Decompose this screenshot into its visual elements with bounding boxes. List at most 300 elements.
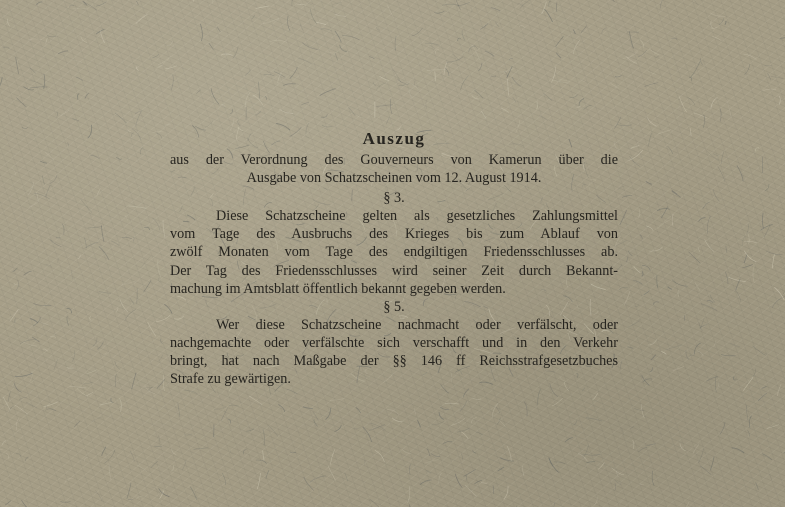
paper-fiber: [47, 409, 57, 411]
paper-fiber: [369, 57, 374, 59]
paper-fiber: [457, 38, 461, 41]
paper-fiber: [103, 353, 107, 355]
paper-fiber: [99, 292, 111, 294]
paper-fiber: [24, 271, 32, 275]
paper-fiber: [737, 166, 743, 182]
paper-fiber: [713, 340, 716, 347]
paper-fiber: [574, 421, 577, 425]
paper-fiber: [481, 483, 487, 484]
paper-fiber: [455, 474, 462, 488]
paper-fiber: [136, 67, 138, 71]
paper-fiber: [412, 28, 423, 36]
paper-fiber: [263, 18, 279, 23]
paper-fiber: [233, 47, 239, 59]
paper-fiber: [17, 98, 27, 107]
paper-fiber: [115, 113, 127, 123]
paper-fiber: [41, 323, 49, 326]
paper-fiber: [725, 21, 726, 25]
paper-fiber: [618, 186, 624, 190]
paper-fiber: [56, 237, 60, 238]
paper-fiber: [265, 96, 267, 100]
paper-fiber: [408, 486, 410, 503]
paper-fiber: [310, 476, 326, 483]
paper-fiber: [627, 347, 633, 349]
paper-fiber: [461, 76, 469, 90]
paper-fiber: [720, 422, 725, 434]
paper-fiber: [49, 175, 56, 184]
paper-fiber: [712, 36, 721, 40]
paper-fiber: [727, 100, 732, 116]
paper-fiber: [61, 110, 70, 115]
paper-fiber: [3, 47, 10, 49]
paper-fiber: [302, 43, 317, 50]
paper-fiber: [644, 291, 650, 295]
paper-fiber: [471, 417, 477, 423]
paper-fiber: [140, 148, 143, 155]
paper-fiber: [500, 458, 514, 462]
paper-fiber: [159, 355, 163, 361]
paper-fiber: [417, 420, 420, 427]
paper-fiber: [30, 68, 36, 74]
section-3-line: Diese Schatzscheine gelten als gesetzliches Zahlungsmittel: [216, 208, 618, 225]
paper-fiber: [370, 499, 383, 507]
paper-fiber: [159, 488, 170, 496]
paper-fiber: [243, 450, 246, 455]
paper-fiber: [582, 388, 584, 391]
paper-fiber: [369, 423, 385, 430]
paper-fiber: [328, 466, 336, 481]
paper-fiber: [68, 143, 69, 147]
paper-fiber: [474, 90, 483, 98]
paper-fiber: [264, 74, 275, 76]
paper-fiber: [694, 0, 698, 5]
paper-fiber: [553, 502, 556, 507]
paper-fiber: [182, 459, 186, 470]
paper-fiber: [726, 246, 727, 253]
paper-fiber: [194, 448, 208, 450]
paper-fiber: [452, 498, 455, 503]
paper-fiber: [461, 432, 468, 439]
paper-fiber: [576, 106, 580, 107]
paper-fiber: [762, 213, 763, 229]
section-5-line: Wer diese Schatzscheine nachmacht oder verfälscht, oder: [216, 316, 618, 333]
paper-fiber: [222, 473, 225, 485]
paper-fiber: [573, 40, 580, 54]
paper-fiber: [335, 31, 341, 43]
paper-fiber: [505, 71, 508, 77]
paper-fiber: [652, 471, 654, 486]
paper-fiber: [101, 30, 105, 43]
section-3-line: Der Tag des Friedensschlusses wird seiner Zeit durch Bekannt-: [170, 262, 618, 279]
paper-fiber: [713, 190, 719, 202]
paper-fiber: [442, 4, 459, 5]
paper-fiber: [763, 89, 776, 90]
paper-fiber: [698, 248, 700, 252]
paper-fiber: [631, 145, 640, 148]
paper-fiber: [29, 80, 44, 87]
paper-fiber: [679, 96, 686, 112]
paper-fiber: [678, 290, 680, 297]
paper-fiber: [392, 418, 402, 422]
paper-fiber: [545, 9, 553, 22]
paper-fiber: [85, 242, 99, 248]
paper-fiber: [691, 61, 700, 77]
paper-fiber: [769, 474, 772, 481]
paper-fiber: [617, 125, 632, 126]
paper-fiber: [630, 426, 634, 428]
paper-fiber: [672, 38, 678, 40]
paper-fiber: [493, 485, 494, 494]
paper-fiber: [263, 451, 265, 461]
paper-fiber: [556, 36, 564, 46]
paper-fiber: [499, 420, 508, 429]
paper-fiber: [314, 419, 318, 426]
paper-fiber: [34, 193, 50, 199]
paper-fiber: [643, 379, 652, 382]
paper-fiber: [156, 315, 170, 322]
paper-fiber: [485, 51, 494, 57]
paper-fiber: [84, 457, 88, 462]
paper-fiber: [660, 0, 667, 8]
paper-fiber: [238, 120, 240, 126]
paper-fiber: [184, 434, 192, 435]
paper-fiber: [16, 418, 19, 430]
paper-fiber: [420, 480, 432, 485]
paper-fiber: [12, 381, 16, 387]
paper-fiber: [60, 501, 70, 502]
paper-fiber: [30, 371, 33, 382]
paper-fiber: [620, 500, 624, 504]
paper-fiber: [50, 239, 62, 246]
paper-fiber: [46, 264, 52, 266]
paper-fiber: [111, 241, 119, 246]
paper-fiber: [43, 349, 48, 351]
paper-fiber: [158, 260, 161, 278]
paper-fiber: [11, 168, 15, 176]
paper-fiber: [84, 238, 86, 249]
paper-fiber: [729, 277, 746, 282]
paper-fiber: [54, 359, 58, 370]
paper-fiber: [172, 449, 176, 455]
paper-fiber: [768, 73, 771, 80]
paper-fiber: [633, 280, 642, 284]
paper-fiber: [473, 450, 476, 453]
paper-fiber: [598, 463, 604, 470]
paper-fiber: [163, 375, 164, 391]
paper-fiber: [298, 58, 313, 64]
paper-fiber: [615, 480, 621, 485]
paper-fiber: [586, 462, 595, 463]
paper-fiber: [710, 13, 725, 17]
paper-fiber: [646, 181, 652, 184]
paper-fiber: [145, 386, 155, 394]
paper-fiber: [730, 343, 740, 347]
paper-fiber: [148, 322, 156, 336]
paper-fiber: [26, 402, 37, 408]
paper-fiber: [158, 56, 171, 64]
paper-fiber: [10, 406, 14, 411]
paper-fiber: [686, 502, 689, 507]
paper-fiber: [735, 290, 741, 302]
paper-fiber: [457, 428, 470, 432]
paper-fiber: [132, 133, 134, 137]
paper-fiber: [321, 114, 327, 117]
paper-fiber: [178, 403, 180, 417]
paper-fiber: [439, 473, 442, 483]
paper-fiber: [742, 236, 745, 245]
subtitle-line: Ausgabe von Schatzscheinen vom 12. August 1914.: [246, 170, 542, 187]
paper-fiber: [656, 56, 660, 58]
paper-fiber: [762, 157, 763, 173]
paper-fiber: [45, 152, 53, 160]
paper-fiber: [496, 22, 499, 27]
paper-fiber: [197, 90, 202, 94]
paper-fiber: [624, 291, 630, 306]
paper-fiber: [657, 209, 670, 211]
paper-fiber: [629, 150, 643, 161]
paper-fiber: [120, 399, 122, 413]
paper-fiber: [650, 367, 653, 371]
paper-fiber: [122, 237, 132, 239]
paper-fiber: [648, 339, 657, 345]
paper-fiber: [622, 196, 632, 198]
paper-fiber: [736, 279, 740, 290]
paper-fiber: [15, 318, 17, 323]
paper-fiber: [625, 56, 637, 64]
paper-fiber: [320, 29, 332, 31]
paper-fiber: [648, 133, 651, 146]
paper-fiber: [326, 408, 331, 420]
paper-fiber: [300, 24, 303, 31]
section-5-line: bringt, hat nach Maßgabe der §§ 146 ff Reichsstrafgesetzbuches: [170, 353, 618, 370]
paper-fiber: [604, 0, 614, 2]
paper-fiber: [628, 320, 641, 328]
paper-fiber: [249, 396, 262, 404]
paper-fiber: [780, 35, 785, 39]
paper-fiber: [721, 152, 724, 164]
paper-fiber: [104, 450, 115, 464]
paper-fiber: [638, 50, 647, 57]
paper-fiber: [356, 408, 361, 413]
paper-fiber: [292, 0, 293, 6]
paper-fiber: [465, 485, 477, 497]
paper-fiber: [33, 304, 51, 306]
paper-fiber: [19, 398, 27, 400]
paper-fiber: [471, 8, 473, 13]
paper-fiber: [40, 161, 47, 163]
paper-fiber: [375, 450, 385, 462]
paper-fiber: [93, 337, 97, 346]
paper-fiber: [122, 281, 136, 285]
paper-fiber: [144, 280, 151, 292]
paper-fiber: [364, 460, 365, 465]
paper-fiber: [556, 2, 557, 12]
excerpt-title: Auszug: [362, 129, 426, 148]
paper-fiber: [15, 405, 28, 414]
paper-fiber: [363, 427, 372, 442]
paper-fiber: [144, 227, 149, 230]
paper-fiber: [460, 401, 467, 412]
paper-fiber: [639, 447, 648, 451]
paper-fiber: [742, 264, 752, 268]
paper-fiber: [161, 339, 163, 344]
section-3-line: zwölf Monaten vom Tage des endgiltigen Friedensschlusses ab.: [170, 244, 618, 261]
paper-fiber: [665, 345, 682, 350]
paper-fiber: [747, 431, 749, 437]
paper-fiber: [579, 99, 584, 106]
paper-fiber: [694, 343, 700, 354]
paper-fiber: [87, 370, 97, 374]
paper-fiber: [557, 53, 561, 58]
paper-fiber: [46, 38, 48, 43]
paper-fiber: [701, 304, 717, 311]
paper-fiber: [710, 456, 714, 470]
paper-fiber: [745, 64, 750, 75]
paper-fiber: [200, 24, 202, 41]
paper-fiber: [211, 88, 219, 104]
paper-fiber: [466, 475, 467, 481]
paper-fiber: [425, 43, 440, 45]
paper-fiber: [616, 471, 618, 477]
paper-fiber: [246, 429, 253, 431]
paper-fiber: [356, 114, 364, 117]
paper-fiber: [354, 428, 361, 430]
paper-fiber: [245, 70, 250, 76]
paper-fiber: [335, 53, 338, 61]
paper-fiber: [303, 407, 313, 409]
paper-fiber: [136, 1, 138, 5]
paper-fiber: [256, 6, 270, 9]
paper-fiber: [128, 499, 133, 500]
paper-fiber: [491, 8, 501, 12]
paper-fiber: [611, 84, 619, 89]
paper-fiber: [476, 432, 483, 435]
paper-fiber: [100, 402, 113, 405]
paper-fiber: [711, 20, 714, 28]
paper-fiber: [290, 452, 296, 453]
paper-fiber: [16, 453, 21, 457]
paper-fiber: [28, 39, 42, 41]
paper-fiber: [133, 238, 134, 242]
paper-fiber: [349, 108, 356, 116]
paper-fiber: [24, 87, 34, 90]
paper-fiber: [340, 45, 347, 52]
paper-fiber: [29, 202, 37, 207]
paper-fiber: [409, 464, 410, 475]
paper-fiber: [686, 350, 689, 359]
paper-fiber: [443, 441, 453, 443]
paper-fiber: [755, 148, 759, 151]
paper-fiber: [267, 71, 272, 74]
paper-fiber: [74, 421, 80, 427]
paper-fiber: [464, 469, 476, 476]
paper-fiber: [646, 69, 656, 74]
paper-fiber: [141, 256, 151, 268]
paper-fiber: [629, 251, 633, 256]
paper-fiber: [507, 446, 511, 461]
paper-fiber: [491, 76, 496, 77]
paper-fiber: [92, 417, 102, 422]
paper-fiber: [773, 254, 775, 268]
paper-fiber: [184, 391, 197, 395]
paper-fiber: [328, 52, 335, 53]
paper-fiber: [342, 36, 359, 40]
paper-fiber: [97, 342, 103, 350]
paper-fiber: [74, 60, 82, 62]
paper-fiber: [536, 101, 537, 109]
paper-fiber: [539, 115, 547, 121]
paper-fiber: [58, 51, 68, 54]
paper-fiber: [509, 59, 513, 61]
paper-fiber: [398, 79, 406, 84]
paper-fiber: [37, 2, 43, 5]
paper-fiber: [439, 412, 444, 420]
paper-fiber: [552, 398, 563, 406]
paper-fiber: [156, 66, 163, 69]
paper-fiber: [116, 157, 121, 159]
paper-fiber: [22, 127, 28, 129]
paper-fiber: [127, 129, 131, 132]
paper-fiber: [392, 68, 402, 83]
paper-fiber: [132, 128, 142, 140]
paper-fiber: [304, 477, 314, 490]
paper-fiber: [542, 2, 547, 14]
paper-fiber: [630, 156, 641, 167]
paper-fiber: [8, 392, 10, 402]
paper-fiber: [331, 449, 335, 464]
paper-fiber: [263, 430, 265, 446]
paper-fiber: [208, 0, 213, 4]
paper-fiber: [583, 105, 591, 110]
paper-fiber: [512, 77, 521, 86]
paper-fiber: [23, 342, 37, 346]
paper-fiber: [377, 27, 380, 30]
paper-fiber: [137, 288, 138, 304]
paper-fiber: [485, 25, 486, 30]
paper-fiber: [638, 209, 640, 218]
paper-fiber: [619, 287, 628, 289]
paper-fiber: [46, 185, 51, 198]
paper-fiber: [661, 351, 666, 354]
paper-fiber: [649, 49, 660, 56]
paper-fiber: [10, 309, 19, 321]
paper-fiber: [218, 27, 221, 32]
section-3-line: machung im Amtsblatt öffentlich bekannt gegeben werden.: [170, 280, 506, 297]
paper-fiber: [129, 206, 147, 208]
paper-fiber: [698, 449, 703, 463]
paper-fiber: [478, 63, 482, 71]
paper-fiber: [30, 319, 38, 324]
paper-fiber: [707, 216, 710, 234]
paper-fiber: [153, 132, 164, 133]
paper-fiber: [440, 407, 449, 410]
subtitle-line: aus der Verordnung des Gouverneurs von Kamerun über die: [170, 152, 618, 168]
paper-fiber: [427, 70, 444, 71]
paper-fiber: [125, 215, 128, 221]
paper-fiber: [390, 99, 392, 114]
paper-fiber: [67, 316, 69, 326]
paper-fiber: [718, 166, 725, 181]
paper-fiber: [774, 287, 784, 300]
paper-fiber: [481, 111, 486, 119]
paper-fiber: [743, 377, 753, 391]
paper-fiber: [583, 445, 588, 458]
paper-fiber: [77, 93, 79, 99]
paper-fiber: [115, 361, 120, 369]
paper-fiber: [701, 466, 712, 475]
paper-fiber: [83, 382, 93, 383]
paper-fiber: [76, 77, 83, 81]
